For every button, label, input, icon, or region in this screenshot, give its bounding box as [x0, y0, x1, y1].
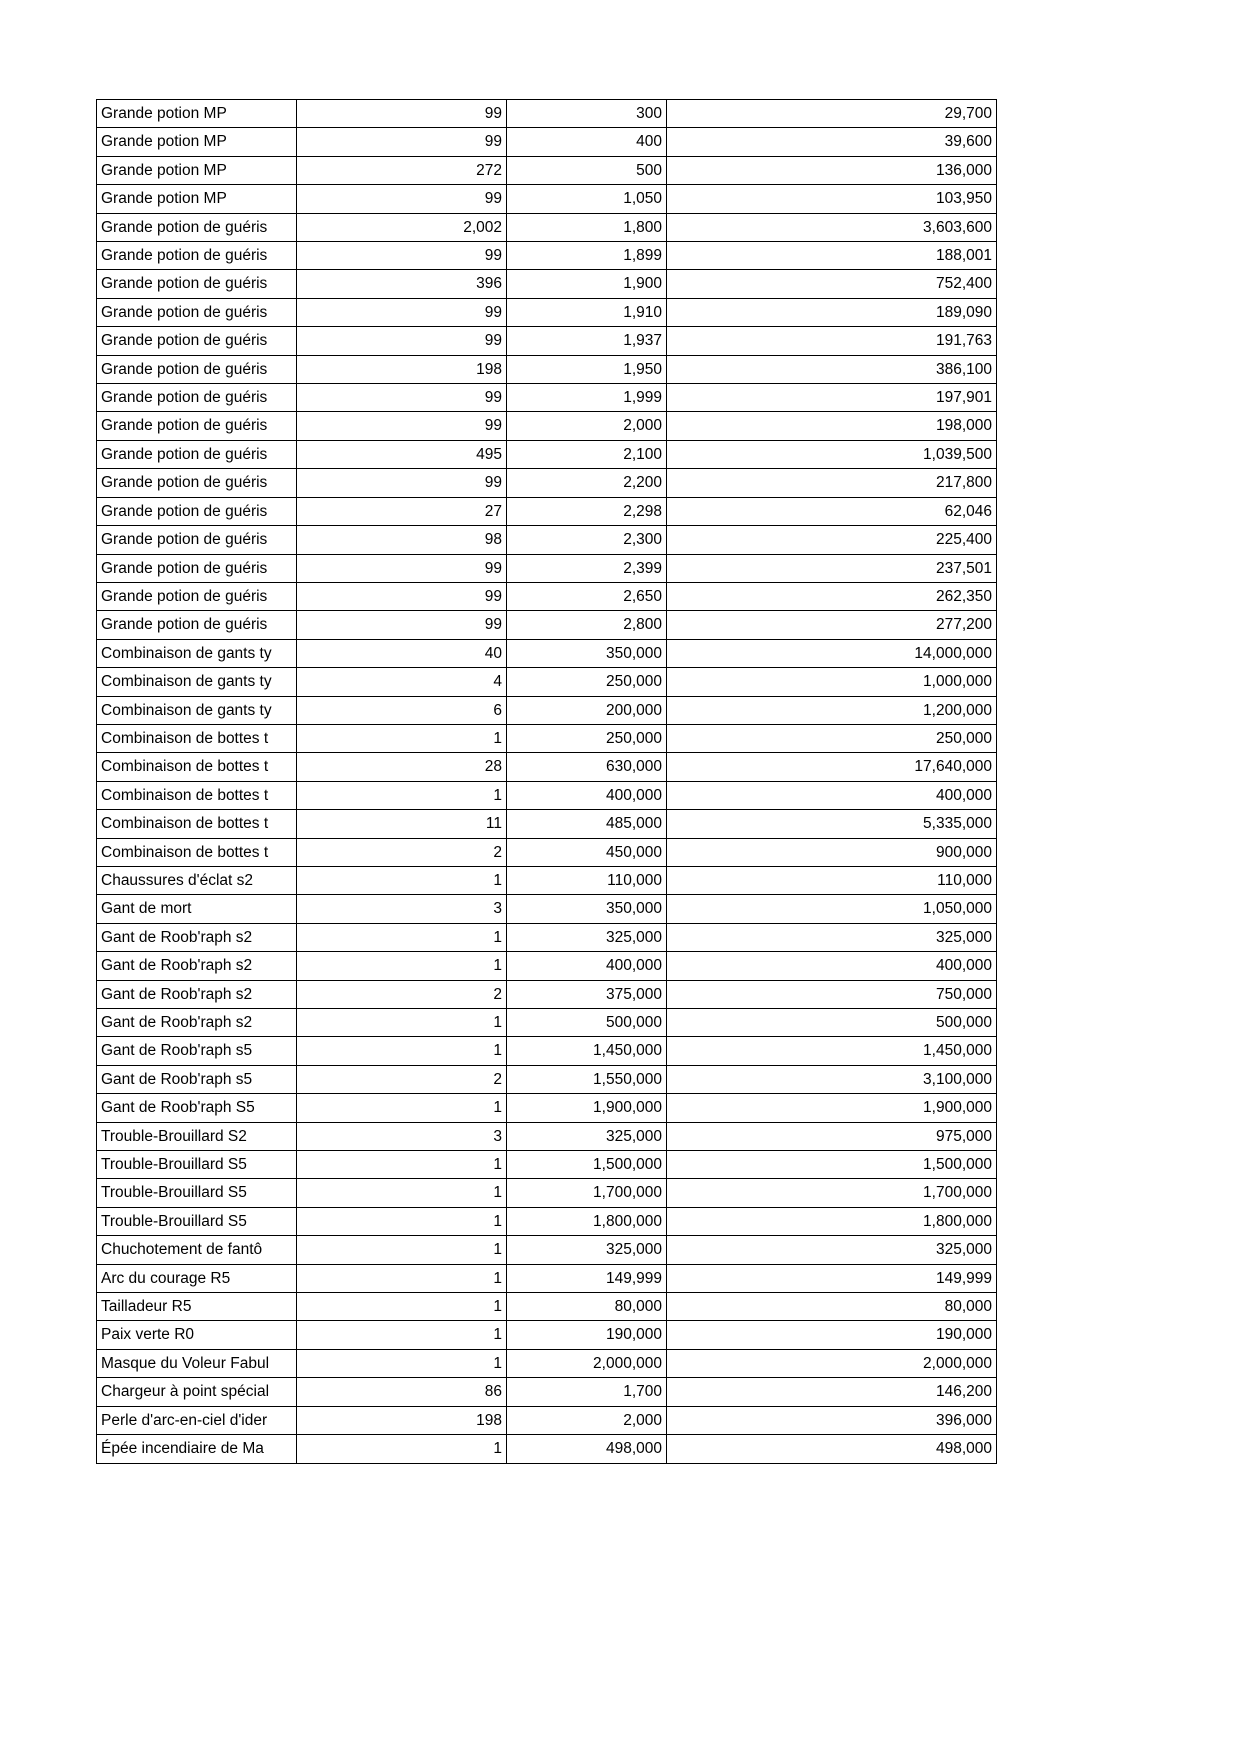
cell-total[interactable]: 197,901 [667, 384, 997, 412]
table-row [97, 1122, 997, 1150]
cell-unit-price[interactable]: 1,050 [507, 185, 667, 213]
cell-item[interactable]: Chargeur à point spécial [97, 1378, 297, 1406]
cell-unit-price[interactable]: 110,000 [507, 866, 667, 894]
cell-quantity[interactable]: 1 [297, 1236, 507, 1264]
cell-unit-price[interactable]: 2,200 [507, 469, 667, 497]
cell-item[interactable]: Grande potion de guéris [97, 440, 297, 468]
cell-quantity[interactable]: 40 [297, 639, 507, 667]
cell-unit-price[interactable]: 2,800 [507, 611, 667, 639]
table-row [97, 980, 997, 1008]
cell-unit-price[interactable]: 375,000 [507, 980, 667, 1008]
cell-unit-price[interactable]: 250,000 [507, 724, 667, 752]
cell-unit-price[interactable]: 2,000 [507, 412, 667, 440]
cell-item[interactable]: Grande potion de guéris [97, 412, 297, 440]
cell-item[interactable]: Combinaison de bottes t [97, 753, 297, 781]
cell-total[interactable]: 188,001 [667, 242, 997, 270]
table-body [97, 100, 997, 1464]
cell-item[interactable]: Gant de Roob'raph s2 [97, 923, 297, 951]
cell-unit-price[interactable]: 2,650 [507, 582, 667, 610]
table-row [97, 611, 997, 639]
cell-total[interactable]: 217,800 [667, 469, 997, 497]
cell-item[interactable]: Combinaison de bottes t [97, 810, 297, 838]
cell-unit-price[interactable]: 498,000 [507, 1435, 667, 1463]
cell-unit-price[interactable]: 450,000 [507, 838, 667, 866]
cell-total[interactable]: 325,000 [667, 1236, 997, 1264]
cell-quantity[interactable]: 6 [297, 696, 507, 724]
cell-item[interactable]: Grande potion de guéris [97, 213, 297, 241]
cell-total[interactable]: 975,000 [667, 1122, 997, 1150]
cell-total[interactable]: 1,450,000 [667, 1037, 997, 1065]
cell-quantity[interactable]: 1 [297, 1151, 507, 1179]
cell-item[interactable]: Gant de Roob'raph s5 [97, 1065, 297, 1093]
cell-item[interactable]: Gant de Roob'raph S5 [97, 1094, 297, 1122]
cell-unit-price[interactable]: 1,550,000 [507, 1065, 667, 1093]
cell-unit-price[interactable]: 1,899 [507, 242, 667, 270]
cell-unit-price[interactable]: 250,000 [507, 668, 667, 696]
cell-unit-price[interactable]: 350,000 [507, 895, 667, 923]
cell-quantity[interactable]: 99 [297, 384, 507, 412]
table-row [97, 1151, 997, 1179]
cell-quantity[interactable]: 2,002 [297, 213, 507, 241]
cell-item[interactable]: Trouble-Brouillard S5 [97, 1207, 297, 1235]
cell-item[interactable]: Arc du courage R5 [97, 1264, 297, 1292]
cell-unit-price[interactable]: 400,000 [507, 952, 667, 980]
cell-total[interactable]: 1,039,500 [667, 440, 997, 468]
cell-unit-price[interactable]: 400,000 [507, 781, 667, 809]
cell-item[interactable]: Combinaison de bottes t [97, 838, 297, 866]
table-row [97, 1264, 997, 1292]
table-row [97, 1406, 997, 1434]
table-row [97, 1065, 997, 1093]
table-row [97, 469, 997, 497]
cell-unit-price[interactable]: 350,000 [507, 639, 667, 667]
table-row [97, 242, 997, 270]
cell-item[interactable]: Grande potion de guéris [97, 582, 297, 610]
cell-item[interactable]: Trouble-Brouillard S2 [97, 1122, 297, 1150]
cell-item[interactable]: Masque du Voleur Fabul [97, 1349, 297, 1377]
cell-quantity[interactable]: 99 [297, 128, 507, 156]
cell-unit-price[interactable]: 1,700 [507, 1378, 667, 1406]
cell-quantity[interactable]: 99 [297, 554, 507, 582]
table-row [97, 582, 997, 610]
cell-item[interactable]: Grande potion de guéris [97, 554, 297, 582]
cell-item[interactable]: Grande potion de guéris [97, 298, 297, 326]
cell-quantity[interactable]: 1 [297, 1293, 507, 1321]
cell-total[interactable]: 325,000 [667, 923, 997, 951]
cell-quantity[interactable]: 99 [297, 582, 507, 610]
table-row [97, 1094, 997, 1122]
cell-unit-price[interactable]: 1,800 [507, 213, 667, 241]
cell-unit-price[interactable]: 2,100 [507, 440, 667, 468]
table-row [97, 554, 997, 582]
cell-item[interactable]: Combinaison de gants ty [97, 639, 297, 667]
cell-quantity[interactable]: 99 [297, 100, 507, 128]
table-row [97, 185, 997, 213]
cell-total[interactable]: 396,000 [667, 1406, 997, 1434]
cell-total[interactable]: 400,000 [667, 952, 997, 980]
cell-item[interactable]: Grande potion de guéris [97, 327, 297, 355]
table-row [97, 810, 997, 838]
cell-total[interactable]: 225,400 [667, 526, 997, 554]
cell-unit-price[interactable]: 325,000 [507, 923, 667, 951]
cell-total[interactable]: 1,050,000 [667, 895, 997, 923]
cell-item[interactable]: Gant de Roob'raph s5 [97, 1037, 297, 1065]
cell-unit-price[interactable]: 2,000,000 [507, 1349, 667, 1377]
cell-item[interactable]: Grande potion de guéris [97, 497, 297, 525]
cell-unit-price[interactable]: 2,300 [507, 526, 667, 554]
cell-total[interactable]: 500,000 [667, 1009, 997, 1037]
cell-unit-price[interactable]: 1,900,000 [507, 1094, 667, 1122]
table-row [97, 497, 997, 525]
table-row [97, 895, 997, 923]
cell-quantity[interactable]: 1 [297, 724, 507, 752]
table-row [97, 668, 997, 696]
cell-item[interactable]: Combinaison de gants ty [97, 668, 297, 696]
table-row [97, 866, 997, 894]
table-row [97, 1349, 997, 1377]
cell-item[interactable]: Grande potion de guéris [97, 384, 297, 412]
cell-total[interactable]: 190,000 [667, 1321, 997, 1349]
cell-item[interactable]: Tailladeur R5 [97, 1293, 297, 1321]
cell-unit-price[interactable]: 325,000 [507, 1236, 667, 1264]
cell-quantity[interactable]: 27 [297, 497, 507, 525]
cell-unit-price[interactable]: 300 [507, 100, 667, 128]
cell-total[interactable]: 277,200 [667, 611, 997, 639]
cell-total[interactable]: 198,000 [667, 412, 997, 440]
cell-total[interactable]: 900,000 [667, 838, 997, 866]
cell-quantity[interactable]: 28 [297, 753, 507, 781]
table-row [97, 327, 997, 355]
cell-quantity[interactable]: 3 [297, 895, 507, 923]
table-row [97, 384, 997, 412]
cell-total[interactable]: 39,600 [667, 128, 997, 156]
cell-quantity[interactable]: 3 [297, 1122, 507, 1150]
cell-total[interactable]: 750,000 [667, 980, 997, 1008]
spreadsheet-sheet [96, 99, 996, 1464]
cell-unit-price[interactable]: 500 [507, 156, 667, 184]
cell-quantity[interactable]: 1 [297, 781, 507, 809]
cell-total[interactable]: 17,640,000 [667, 753, 997, 781]
table-row [97, 753, 997, 781]
cell-quantity[interactable]: 4 [297, 668, 507, 696]
cell-total[interactable]: 29,700 [667, 100, 997, 128]
cell-quantity[interactable]: 99 [297, 611, 507, 639]
cell-total[interactable]: 237,501 [667, 554, 997, 582]
cell-total[interactable]: 386,100 [667, 355, 997, 383]
cell-total[interactable]: 1,800,000 [667, 1207, 997, 1235]
cell-quantity[interactable]: 99 [297, 412, 507, 440]
cell-unit-price[interactable]: 1,950 [507, 355, 667, 383]
cell-unit-price[interactable]: 80,000 [507, 1293, 667, 1321]
cell-total[interactable]: 146,200 [667, 1378, 997, 1406]
table-row [97, 1293, 997, 1321]
cell-item[interactable]: Grande potion de guéris [97, 526, 297, 554]
cell-quantity[interactable]: 1 [297, 923, 507, 951]
cell-total[interactable]: 5,335,000 [667, 810, 997, 838]
cell-item[interactable]: Grande potion MP [97, 100, 297, 128]
cell-unit-price[interactable]: 1,700,000 [507, 1179, 667, 1207]
cell-total[interactable]: 1,900,000 [667, 1094, 997, 1122]
cell-quantity[interactable]: 1 [297, 1207, 507, 1235]
table-row [97, 128, 997, 156]
cell-total[interactable]: 3,100,000 [667, 1065, 997, 1093]
cell-unit-price[interactable]: 1,910 [507, 298, 667, 326]
cell-unit-price[interactable]: 400 [507, 128, 667, 156]
table-row [97, 100, 997, 128]
cell-quantity[interactable]: 99 [297, 327, 507, 355]
cell-unit-price[interactable]: 2,399 [507, 554, 667, 582]
cell-item[interactable]: Combinaison de gants ty [97, 696, 297, 724]
cell-item[interactable]: Chuchotement de fantô [97, 1236, 297, 1264]
cell-unit-price[interactable]: 500,000 [507, 1009, 667, 1037]
cell-quantity[interactable]: 99 [297, 242, 507, 270]
cell-quantity[interactable]: 1 [297, 1349, 507, 1377]
cell-quantity[interactable]: 1 [297, 1264, 507, 1292]
cell-item[interactable]: Gant de mort [97, 895, 297, 923]
cell-quantity[interactable]: 1 [297, 952, 507, 980]
cell-total[interactable]: 2,000,000 [667, 1349, 997, 1377]
cell-quantity[interactable]: 86 [297, 1378, 507, 1406]
cell-item[interactable]: Grande potion de guéris [97, 469, 297, 497]
cell-total[interactable]: 250,000 [667, 724, 997, 752]
cell-total[interactable]: 103,950 [667, 185, 997, 213]
cell-quantity[interactable]: 98 [297, 526, 507, 554]
table-row [97, 639, 997, 667]
cell-quantity[interactable]: 2 [297, 1065, 507, 1093]
cell-unit-price[interactable]: 1,450,000 [507, 1037, 667, 1065]
table-row [97, 1236, 997, 1264]
cell-quantity[interactable]: 2 [297, 980, 507, 1008]
cell-total[interactable]: 262,350 [667, 582, 997, 610]
table-row [97, 923, 997, 951]
cell-total[interactable]: 80,000 [667, 1293, 997, 1321]
table-row [97, 298, 997, 326]
table-row [97, 781, 997, 809]
table-row [97, 355, 997, 383]
cell-unit-price[interactable]: 1,900 [507, 270, 667, 298]
cell-unit-price[interactable]: 190,000 [507, 1321, 667, 1349]
cell-quantity[interactable]: 396 [297, 270, 507, 298]
cell-item[interactable]: Chaussures d'éclat s2 [97, 866, 297, 894]
cell-total[interactable]: 498,000 [667, 1435, 997, 1463]
table-row [97, 724, 997, 752]
cell-unit-price[interactable]: 1,500,000 [507, 1151, 667, 1179]
cell-item[interactable]: Grande potion de guéris [97, 355, 297, 383]
cell-quantity[interactable]: 1 [297, 1037, 507, 1065]
cell-item[interactable]: Grande potion MP [97, 156, 297, 184]
cell-quantity[interactable]: 198 [297, 355, 507, 383]
cell-item[interactable]: Grande potion de guéris [97, 242, 297, 270]
table-row [97, 526, 997, 554]
cell-unit-price[interactable]: 149,999 [507, 1264, 667, 1292]
cell-unit-price[interactable]: 200,000 [507, 696, 667, 724]
cell-unit-price[interactable]: 1,999 [507, 384, 667, 412]
table-row [97, 270, 997, 298]
table-row [97, 440, 997, 468]
cell-item[interactable]: Gant de Roob'raph s2 [97, 952, 297, 980]
cell-item[interactable]: Combinaison de bottes t [97, 781, 297, 809]
cell-total[interactable]: 136,000 [667, 156, 997, 184]
cell-quantity[interactable]: 99 [297, 298, 507, 326]
table-row [97, 412, 997, 440]
cell-item[interactable]: Grande potion de guéris [97, 270, 297, 298]
cell-quantity[interactable]: 99 [297, 469, 507, 497]
inventory-table [96, 99, 997, 1464]
cell-item[interactable]: Grande potion de guéris [97, 611, 297, 639]
cell-total[interactable]: 191,763 [667, 327, 997, 355]
table-row [97, 952, 997, 980]
cell-total[interactable]: 3,603,600 [667, 213, 997, 241]
cell-quantity[interactable]: 198 [297, 1406, 507, 1434]
cell-quantity[interactable]: 1 [297, 866, 507, 894]
cell-total[interactable]: 1,500,000 [667, 1151, 997, 1179]
cell-total[interactable]: 1,000,000 [667, 668, 997, 696]
cell-item[interactable]: Grande potion MP [97, 185, 297, 213]
cell-item[interactable]: Perle d'arc-en-ciel d'ider [97, 1406, 297, 1434]
cell-total[interactable]: 1,700,000 [667, 1179, 997, 1207]
table-row [97, 213, 997, 241]
table-row [97, 838, 997, 866]
table-row [97, 1179, 997, 1207]
cell-item[interactable]: Épée incendiaire de Ma [97, 1435, 297, 1463]
cell-quantity[interactable]: 1 [297, 1009, 507, 1037]
cell-unit-price[interactable]: 2,298 [507, 497, 667, 525]
cell-total[interactable]: 752,400 [667, 270, 997, 298]
table-row [97, 1321, 997, 1349]
cell-quantity[interactable]: 1 [297, 1179, 507, 1207]
cell-item[interactable]: Trouble-Brouillard S5 [97, 1151, 297, 1179]
cell-item[interactable]: Paix verte R0 [97, 1321, 297, 1349]
table-row [97, 1435, 997, 1463]
cell-total[interactable]: 189,090 [667, 298, 997, 326]
cell-total[interactable]: 110,000 [667, 866, 997, 894]
table-row [97, 1037, 997, 1065]
cell-quantity[interactable]: 1 [297, 1094, 507, 1122]
cell-item[interactable]: Trouble-Brouillard S5 [97, 1179, 297, 1207]
cell-item[interactable]: Combinaison de bottes t [97, 724, 297, 752]
cell-quantity[interactable]: 11 [297, 810, 507, 838]
cell-item[interactable]: Gant de Roob'raph s2 [97, 980, 297, 1008]
cell-quantity[interactable]: 99 [297, 185, 507, 213]
cell-quantity[interactable]: 2 [297, 838, 507, 866]
table-row [97, 696, 997, 724]
cell-unit-price[interactable]: 1,937 [507, 327, 667, 355]
cell-total[interactable]: 14,000,000 [667, 639, 997, 667]
cell-unit-price[interactable]: 2,000 [507, 1406, 667, 1434]
cell-item[interactable]: Gant de Roob'raph s2 [97, 1009, 297, 1037]
table-row [97, 1009, 997, 1037]
cell-item[interactable]: Grande potion MP [97, 128, 297, 156]
table-row [97, 1378, 997, 1406]
cell-total[interactable]: 1,200,000 [667, 696, 997, 724]
cell-quantity[interactable]: 1 [297, 1321, 507, 1349]
cell-total[interactable]: 62,046 [667, 497, 997, 525]
cell-quantity[interactable]: 272 [297, 156, 507, 184]
cell-unit-price[interactable]: 325,000 [507, 1122, 667, 1150]
table-row [97, 1207, 997, 1235]
cell-quantity[interactable]: 495 [297, 440, 507, 468]
cell-quantity[interactable]: 1 [297, 1435, 507, 1463]
table-row [97, 156, 997, 184]
cell-total[interactable]: 149,999 [667, 1264, 997, 1292]
cell-unit-price[interactable]: 1,800,000 [507, 1207, 667, 1235]
cell-unit-price[interactable]: 485,000 [507, 810, 667, 838]
cell-total[interactable]: 400,000 [667, 781, 997, 809]
cell-unit-price[interactable]: 630,000 [507, 753, 667, 781]
